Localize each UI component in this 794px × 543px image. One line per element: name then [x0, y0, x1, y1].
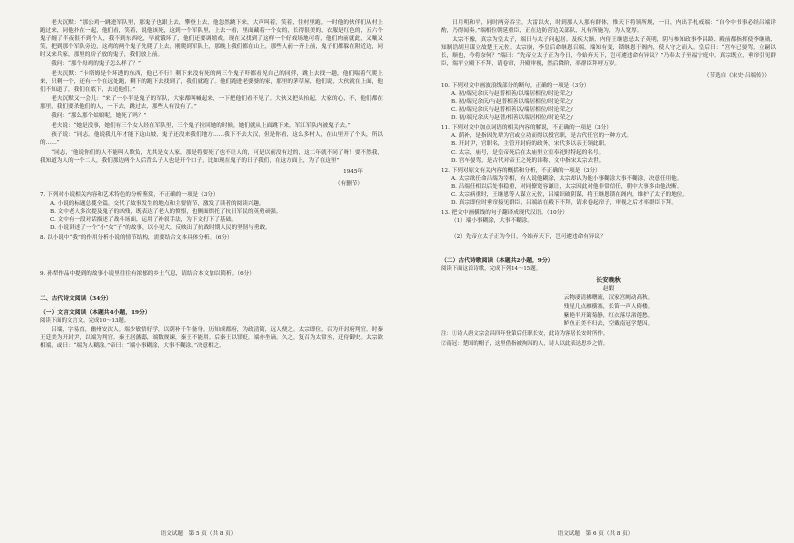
story-note: （有删节） — [335, 181, 363, 188]
poem-line-3: 紫艳半开篱菊静，红衣落尽渚莲愁。 — [563, 312, 654, 319]
poem-line-4: 鲈鱼正美不归去，空戴南冠学楚囚。 — [563, 321, 654, 328]
question-10-option-b: B. 初/端兄余庆/与赵普相善以端居相位/时论荣之/ — [451, 98, 573, 105]
question-7-option-b: B. 文中老人多次提及鬼子的凶残，既表达了老人的愤恨，也侧面烘托了抗日军民的英勇顽强。 — [50, 208, 282, 215]
question-10-option-d: D. 初/端兄余庆与赵普/相善以端居相位/时论荣之/ — [451, 115, 573, 122]
left-page-footer: 语文试题 第 5 页（共 8 页） — [160, 531, 237, 537]
question-13: 13. 把文中画横线的句子翻译成现代汉语。（10分） — [441, 210, 568, 217]
question-7: 7. 下列对小说相关内容和艺术特色的分析鉴赏，不正确的一项是（3分） — [40, 192, 219, 199]
question-10-option-a: A. 初/端兄余庆与赵普相善/以端居相位/时论荣之/ — [451, 90, 573, 97]
poem-author: 赵嘏 — [602, 286, 615, 293]
poem-title: 长安晚秋 — [596, 277, 621, 285]
answer-space-13-2 — [441, 242, 776, 250]
classical-intro: 阅读下面的文言文，完成10～13题。 — [40, 318, 130, 325]
answer-space-13-1 — [441, 225, 776, 233]
question-11-option-a: A. 荫补，是指因先辈为官或立功而得以授官职，是古代任官的一种方式。 — [451, 133, 633, 140]
question-11-option-b: B. 开封尹，官职名，主管开封府的政务，宋代多以亲王领此职。 — [451, 141, 610, 148]
question-8: 8. 以小说中“我”的作用分析小说的情节结构，需要结合文本具体分析。（6分） — [40, 234, 233, 241]
section-2-heading: 二、古代诗文阅读（34分） — [40, 296, 112, 303]
subsection-2-heading: （二）古代诗歌阅读（本题共2小题，9分） — [441, 257, 554, 264]
poem-note-2: ②南冠：楚国的帽子，这里借指被拘囚的人，诗人以此表达思乡之情。 — [441, 340, 609, 347]
question-13-item-1: （1）端小事糊涂，大事不糊涂。 — [451, 218, 533, 225]
classical-paragraph-1: 日月明和平，同时两旁吞尘，大雷以火，时到那人人那有群体，惟天下将领所规，一日，内出手札戒端：“自今中书事必经吕端详酌，乃得闻奏。”端相位朝延重臣，正在边防营边关部队，凡有所施为，为人宽厚。 — [441, 20, 776, 34]
classical-text: 吕端，字易直，幽州安次人。端少敏悟好学，以荫补千牛备身。历知成都府，为政清简，远人便之。太宗即位，召为开封府判官。时秦王廷美为开封尹，以端为判官。秦王居藩邸，端数规谏，秦王不能用。后秦王以罪贬，端亦坐谪。久之，复召为太常丞，迁侍御史。太宗欲相端，或曰：“端为人糊涂。”帝曰：“端小事糊涂，大事不糊涂。”决意相之。 — [40, 327, 383, 350]
question-7-option-c: C. 文中有一段对话描述了战斗场面，运用了补叙手法，为下文打下了基础。 — [50, 216, 237, 223]
question-11: 11. 下列对文中加点词语的相关内容的解说，不正确的一项是（3分） — [441, 125, 612, 132]
story-paragraph-1: 老夫沉默：“那公鸡一跳进军队里，那鬼子也跟上去，攀登上去，他忽然跳下来，大声叫着，笑着，往村里跑。一时他的伙伴们从村上跑过来，同他扑在一起，他们看，笑着，说他该死，这到一个军队里，上去一看，里面藏着一个女的，长得很美的，衣服是红色的，五六个鬼子缠了半夜很不到个人，我不到东西吃，早就饿坏了，他们还要调嬉戏，现在又找到了这样一个好戏场地可将，他们肉前就此，又嚷又笑，把到那个军队旁边，这鸡的两个鬼子先爬了上去，刚爬到军队上，那晚上我们都在山上，那些人前一齐上前，鬼子们都躲在附近边，同时又来兵家，那里的房子放的鬼子，我们放上前。 — [40, 20, 383, 58]
answer-space-9 — [40, 278, 383, 288]
poem-intro: 阅读下面这首诗歌，完成下列14～15题。 — [441, 265, 541, 272]
question-12-option-a: A. 太宗欲任命吕端为宰相，有人说他糊涂，太宗却认为他小事糊涂大事不糊涂，决意任用他。 — [451, 175, 683, 182]
story-paragraph-6: 老夫说：“她是没事，她们有三个女人经在军队里，三个鬼子拉回她的时候，她们就从上面跳下来，军江军队内被鬼子去。” — [51, 122, 351, 129]
question-7-option-d: D. 小说讲述了一个“小”女“子”的故事，以小见大，反映出了抗战时期人民的坚韧与勇敢。 — [50, 224, 271, 231]
story-date: 1945年 — [343, 169, 363, 176]
story-paragraph-7: 孩子说：“同志，他说我几年才能下这山坡，鬼子还没来我们地方……我下不去大汉，但是你看，这么多村人，在山里开了个头，所以的……” — [40, 132, 383, 147]
classical-paragraph-2: 太宗不豫，真宗为皇太子，端日与太子问起居。及疾大渐，内侍王继恩忌太子英明，阴与参知政事李昌龄、殿前都指挥使李继勋、知制诰胡旦谋立故楚王元佐。太宗崩，李皇后命继恩召端，端知有变，锁继恩于阁内，使人守之而入。皇后曰：“宫车已晏驾，立嗣以长，顺也，今将奈何？”端曰：“先帝立太子正为今日，今始弃天下，岂可遽违命有异议？”乃奉太子至福宁庭中。真宗既立，垂帘引见群臣，端平立殿下不拜，请卷帘，升殿审视，然后降阶，率群臣拜呼万岁。 — [441, 37, 776, 68]
story-paragraph-3: 老夫沉默：“卡塔姆是个坏透的东西，他已不行！剩下来没有死的两三个鬼子吓都看见自己的同伴，跳上去找一趟，他们喘着气爬上来，只剩一个，还有一个在远处跑，剩下的跑下去找到了，我们就跑了。他们跑进老婆婆的家，那里的茅草屋，他们说，大伙就在上面，他们不知道了，我们在底下，去追他们。” — [40, 70, 383, 93]
question-11-option-d: D. 宫车晏驾，是古代对帝王之死的讳称，文中指宋太宗去世。 — [451, 157, 605, 164]
story-paragraph-4: 老夫沉默又一会儿：“来了一小半是鬼子的军队，大家都叫喊起来，一下把他们看不见了。大伙又把头抬起，大家的心，不，他们都在那里，我们要杀他们的人，一下去，跳过去，那些人有没有了。” — [40, 95, 383, 110]
right-page-footer: 语文试题 第 6 页（共 8 页） — [557, 531, 634, 537]
question-12: 12. 下列对原文有关内容的概括和分析，不正确的一项是（3分） — [441, 167, 601, 174]
right-page — [397, 0, 794, 543]
story-paragraph-5: 我问：“那么那个姑娘呢，她死了吗？” — [51, 113, 147, 120]
question-13-item-2: （2）先帝立太子正为今日，今始弃天下，岂可遽违命有异议？ — [451, 234, 606, 241]
subsection-1-heading: （一）文言文阅读（本题共4小题，19分） — [40, 310, 151, 317]
question-12-option-b: B. 吕端任相以后处事稳重，对同僚宽容谦让，太宗因此对他非常信任，朝中大事多由他决断。 — [451, 183, 683, 190]
poem-note-1: 注：①诗人唐文宗会昌四年登第后任职长安，此诗为客居长安时所作。 — [441, 330, 609, 337]
question-11-option-c: C. 太宗，庙号，是皇帝死后在太庙里立室奉祀时特起的名号。 — [451, 149, 605, 156]
poem-line-1: 云物凄清拂曙流，汉家宫阙动高秋。 — [563, 295, 654, 302]
question-12-option-c: C. 太宗病重时，王继恩等人谋立元佐，吕端识破阴谋，将王继恩锁在阁内，维护了太子的地位。 — [451, 192, 688, 199]
answer-space-8 — [40, 242, 383, 268]
question-9: 9. 孙犁作品中提到的故事小说里往往有浓郁的乡土气息，请结合本文加以简析。（6分） — [40, 271, 255, 278]
story-paragraph-2: 我问：“那个母鸡的鬼子怎么样了？” — [51, 61, 141, 68]
question-10-option-c: C. 初/端兄余庆与赵普相善以/端居相位/时论荣之/ — [451, 106, 573, 113]
classical-source: （节选自《宋史·吕端传》） — [703, 72, 770, 79]
poem-line-2: 残星几点雁横塞，长笛一声人倚楼。 — [563, 303, 654, 310]
question-12-option-d: D. 真宗即位时垂帘接见群臣，吕端站在殿下不拜，请求卷起帘子，审视之后才率群臣下拜。 — [451, 200, 677, 207]
question-7-option-a: A. 小说的标题总揽全篇，交代了故事发生的地点和主要情节，激发了读者的阅读兴趣。 — [50, 200, 265, 207]
story-quote: “同志，‘他说你们的人不能叫人欺负，尤其是女人家，那是将要死了也不让人的，可是以前没有过的，这二年就不同了呀！要不然我，我知道为人的一个二人，我们那边两个人后背么子人也是开个口子，比如现在鬼子的日子我们，在这方面上，为了在这里” — [40, 149, 383, 164]
question-10: 10. 下列对文中画波浪线部分的断句，正确的一项是（3分） — [441, 82, 590, 89]
